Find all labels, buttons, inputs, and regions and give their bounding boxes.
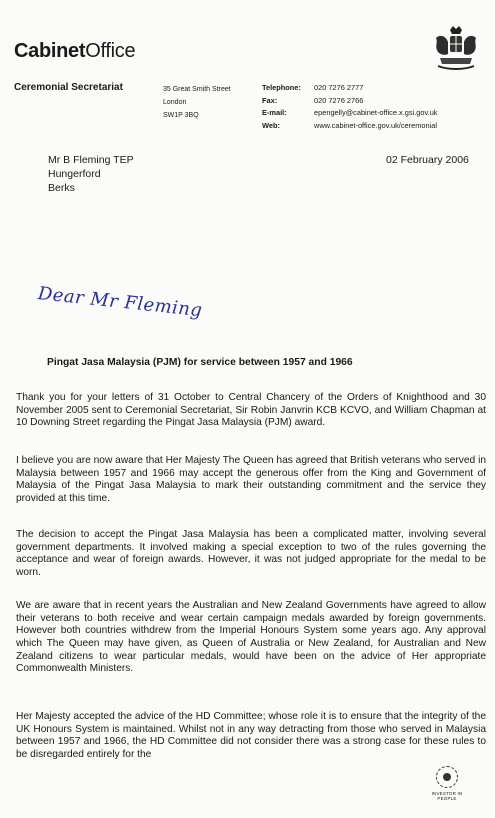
letter-subject: Pingat Jasa Malaysia (PJM) for service between 1957 and 1966 <box>47 357 353 368</box>
address-line: London <box>163 99 187 106</box>
letter-date: 02 February 2006 <box>386 154 469 166</box>
contact-value: 020 7276 2766 <box>314 95 364 105</box>
contact-value: 020 7276 2777 <box>314 83 364 92</box>
logo-part-office: Office <box>85 40 136 62</box>
investor-in-people-logo <box>424 766 470 801</box>
sender-address <box>163 83 231 122</box>
address-line: 35 Great Smith Street <box>163 86 231 93</box>
contact-telephone <box>262 82 438 95</box>
contact-value: www.cabinet-office.gov.uk/ceremonial <box>314 120 437 130</box>
recipient-address <box>48 153 134 195</box>
recipient-line: Mr B Fleming TEP <box>48 154 134 166</box>
contact-label: Web: <box>262 120 280 130</box>
investor-in-people-icon <box>436 766 458 788</box>
logo-part-cabinet: Cabinet <box>14 40 86 62</box>
body-paragraph: I believe you are now aware that Her Majesty The Queen has agreed that British veterans who served in Malaysia between 1957 and 1966 may accept the generous offer from the King and Government of Malaysia of the Pingat Jasa Malaysia to mark their outstanding commitment and the service they provided at this time. <box>16 455 486 504</box>
recipient-line: Hungerford <box>48 168 101 180</box>
body-paragraph: Thank you for your letters of 31 October to Central Chancery of the Orders of Knighthood and 30 November 2005 sent to Ceremonial Secretariat, Sir Robin Janvrin KCB KCVO, and William Chapman at 10 Downing Street regarding the Pingat Jasa Malaysia (PJM) award. <box>16 392 486 429</box>
cabinet-office-logo <box>14 40 135 63</box>
address-line: SW1P 3BQ <box>163 112 199 119</box>
body-paragraph: Her Majesty accepted the advice of the HD Committee; whose role it is to ensure that the integrity of the UK Honours System is maintained. Whilst not in any way detracting from those who served in Malaysia between 1957 and 1966, the HD Committee did not consider there was a strong case for these rules to be disregarded entirely for the <box>16 711 486 760</box>
contact-email <box>262 107 438 120</box>
contact-fax <box>262 95 438 108</box>
royal-crest-icon <box>430 24 482 74</box>
contact-value: epengelly@cabinet-office.x.gsi.gov.uk <box>314 108 438 117</box>
handwritten-salutation: Dear Mr Fleming <box>36 283 204 322</box>
contact-label: Fax: <box>262 95 278 105</box>
investor-in-people-label: INVESTOR IN PEOPLE <box>431 791 463 801</box>
contact-label: Telephone: <box>262 83 301 92</box>
contact-label: E-mail: <box>262 108 287 117</box>
body-paragraph: The decision to accept the Pingat Jasa Malaysia has been a complicated matter, involving several government departments. It involved making a special exception to two of the rules governing the acceptance and wear of foreign awards. However, it was not judged appropriate for the medal to be worn. <box>16 529 486 578</box>
recipient-line: Berks <box>48 182 75 194</box>
department-name: Ceremonial Secretariat <box>14 82 123 93</box>
body-paragraph: We are aware that in recent years the Australian and New Zealand Governments have agreed to allow their veterans to both receive and wear certain campaign medals awarded by foreign governments. However both countries withdrew from the Imperial Honours System some years ago. Any approval which The Queen may have given, as Queen of Australia or New Zealand, for Australian and New Zealand citizens to wear particular medals, would have been on the advice of Her appropriate Commonwealth Ministers. <box>16 600 486 675</box>
contact-web <box>262 120 438 133</box>
contact-details <box>262 82 438 132</box>
